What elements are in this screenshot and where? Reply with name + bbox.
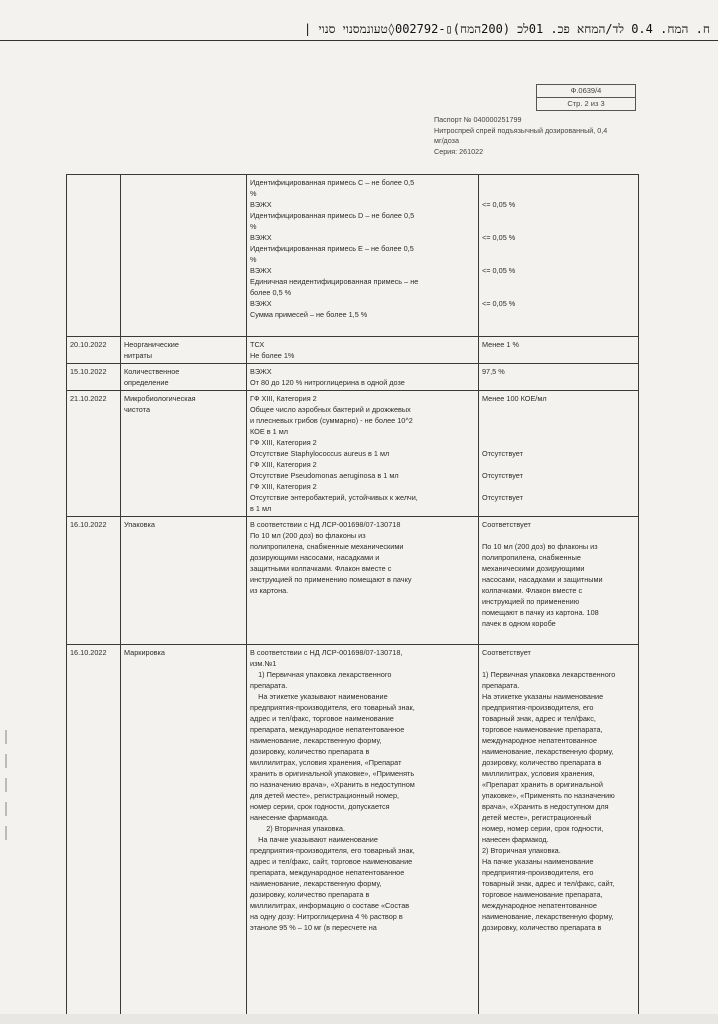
test-date-cell (67, 337, 121, 364)
test-name-line: Неорганические (124, 340, 179, 349)
result-line: нанесен фармакод. (482, 835, 549, 844)
requirement-line: В соответствии с НД ЛСР-001698/07-130718, (250, 648, 403, 657)
result-line: инструкцией по применению (482, 597, 580, 606)
result-line: 1) Первичная упаковка лекарственного (482, 670, 616, 679)
scan-margin-marks (5, 720, 9, 960)
result-line: <= 0,05 % (482, 233, 516, 242)
requirement-cell (247, 175, 479, 337)
requirement-line: % (250, 222, 257, 231)
requirement-line: препарата, международное непатентованное (250, 725, 405, 734)
result-line (482, 426, 635, 437)
test-date: 16.10.2022 (70, 648, 107, 657)
test-name-line: чистота (124, 405, 151, 414)
result-line: миллилитрах, условия хранения, (482, 769, 595, 778)
requirement-line: дозирующими насосами, насадками и (250, 553, 380, 562)
requirement-line: Отсутствие Staphylococcus aureus в 1 мл (250, 449, 390, 458)
result-line: предприятия-производителя, его (482, 868, 594, 877)
table-row (67, 337, 639, 364)
requirement-line: по назначению врача», «Хранить в недоступном (250, 780, 415, 789)
test-results-table (66, 174, 639, 1021)
test-date-cell (67, 364, 121, 391)
requirement-line: Общее число аэробных бактерий и дрожжевых (250, 405, 411, 414)
result-line (482, 530, 635, 541)
result-line (482, 276, 635, 287)
result-cell (479, 517, 639, 645)
requirement-line: миллилитрах, условия хранения, «Препарат (250, 758, 402, 767)
test-date-cell (67, 517, 121, 645)
requirement-line: Сумма примесей – не более 1,5 % (250, 310, 368, 319)
requirement-line: более 0,5 % (250, 288, 292, 297)
result-cell (479, 364, 639, 391)
test-date: 16.10.2022 (70, 520, 107, 529)
table-row (67, 517, 639, 645)
test-name-line: Микробиологическая (124, 394, 196, 403)
requirement-cell (247, 337, 479, 364)
test-date: 15.10.2022 (70, 367, 107, 376)
test-date: 20.10.2022 (70, 340, 107, 349)
requirement-line: в 1 мл (250, 504, 272, 513)
result-line: механическими дозирующими (482, 564, 585, 573)
requirement-line: От 80 до 120 % нитроглицерина в одной дозе (250, 378, 405, 387)
result-line: торговое наименование препарата, (482, 725, 603, 734)
test-name-cell (121, 391, 247, 517)
requirement-line: наименование, лекарственную форму, (250, 736, 382, 745)
fax-header-text: ח. המח. 0.4 לד/המחא פכ. 01לכ (200המח)▯-002792◊טעונמסנוי סנוי | (304, 22, 710, 36)
result-line: полипропилена, снабженные (482, 553, 581, 562)
result-line: дозировку, количество препарата в (482, 923, 602, 932)
result-line (482, 404, 635, 415)
test-date: 21.10.2022 (70, 394, 107, 403)
form-code: Ф.0639/4 (570, 86, 602, 95)
result-line: «Препарат хранить в оригинальной (482, 780, 603, 789)
requirement-cell (247, 645, 479, 1021)
result-line: номер, номер серии, срок годности, (482, 824, 604, 833)
result-line: Отсутствует (482, 449, 523, 458)
result-line: детей месте», регистрационный (482, 813, 592, 822)
requirement-line: Единичная неидентифицированная примесь – не (250, 277, 419, 286)
requirement-line: Отсутствие Pseudomonas aeruginosa в 1 мл (250, 471, 399, 480)
requirement-line: Отсутствие энтеробактерий, устойчивых к желчи, (250, 493, 418, 502)
result-line: товарный знак, адрес и тел/факс, сайт, (482, 879, 615, 888)
requirement-line: полипропилена, снабженные механическими (250, 542, 404, 551)
requirement-line: ВЭЖХ (250, 200, 272, 209)
requirement-line: адрес и тел/факс, торговое наименование (250, 714, 394, 723)
table-row (67, 175, 639, 337)
test-name-line: Упаковка (124, 520, 155, 529)
requirement-line: По 10 мл (200 доз) во флаконы из (250, 531, 366, 540)
requirement-line: наименование, лекарственную форму, (250, 879, 382, 888)
result-line: Соответствует (482, 520, 531, 529)
result-line (482, 210, 635, 221)
requirement-line: предприятия-производителя, его товарный знак, (250, 846, 415, 855)
result-line: Отсутствует (482, 471, 523, 480)
result-line: дозировку, количество препарата в (482, 758, 602, 767)
test-name-line: определение (124, 378, 169, 387)
requirement-line: препарата. (250, 681, 288, 690)
result-line (482, 415, 635, 426)
requirement-line: дозировку, количество препарата в (250, 747, 370, 756)
test-name-cell (121, 337, 247, 364)
requirement-line: ГФ XIII, Категория 2 (250, 438, 317, 447)
requirement-line: ВЭЖХ (250, 367, 272, 376)
test-name-cell (121, 175, 247, 337)
result-line: предприятия-производителя, его (482, 703, 594, 712)
result-line (482, 309, 635, 320)
test-name-line: Количественное (124, 367, 180, 376)
scan-bottom-edge (0, 1014, 718, 1024)
result-line (482, 437, 635, 448)
requirement-line: На этикетке указывают наименование (250, 692, 388, 701)
result-line: наименование, лекарственную форму, (482, 912, 614, 921)
result-line: врача», «Хранить в недоступном для (482, 802, 609, 811)
requirement-line: дозировку, количество препарата в (250, 890, 370, 899)
requirement-line: изм.№1 (250, 659, 277, 668)
requirement-line: для детей месте», регистрационный номер, (250, 791, 400, 800)
page-number: Стр. 2 из 3 (537, 97, 635, 110)
result-line: помещают в пачку из картона. 108 (482, 608, 599, 617)
result-line: 97,5 % (482, 367, 505, 376)
requirement-cell (247, 517, 479, 645)
requirement-line: 2) Вторичная упаковка. (250, 824, 345, 833)
fax-header (0, 0, 718, 41)
requirement-cell (247, 364, 479, 391)
requirement-line: Идентифицированная примесь Е – не более 0,5 (250, 244, 414, 253)
result-line: торговое наименование препарата, (482, 890, 603, 899)
result-line: Отсутствует (482, 493, 523, 502)
product-name: Нитроспрей спрей подъязычный дозированный, 0,4 (434, 125, 608, 135)
requirement-line: хранить в оригинальной упаковке», «Применять (250, 769, 415, 778)
result-line (482, 254, 635, 265)
table-row (67, 645, 639, 1021)
form-number-box (536, 84, 636, 111)
test-name-line: нитраты (124, 351, 152, 360)
product-dose: мг/доза (434, 136, 459, 145)
result-line (482, 221, 635, 232)
requirement-line: ГФ XIII, Категория 2 (250, 460, 317, 469)
requirement-line: % (250, 189, 257, 198)
test-date-cell (67, 391, 121, 517)
result-line: наименование, лекарственную форму, (482, 747, 614, 756)
result-line: <= 0,05 % (482, 266, 516, 275)
requirement-line: ГФ XIII, Категория 2 (250, 482, 317, 491)
test-date-cell (67, 645, 121, 1021)
passport-number: Паспорт № 040000251799 (434, 115, 522, 124)
result-line: международное непатентованное (482, 901, 597, 910)
test-name-cell (121, 645, 247, 1021)
result-line: препарата. (482, 681, 520, 690)
test-name-cell (121, 364, 247, 391)
requirement-line: ВЭЖХ (250, 266, 272, 275)
requirement-line: Идентифицированная примесь С – не более 0,5 (250, 178, 415, 187)
result-line (482, 481, 635, 492)
requirement-line: Идентифицированная примесь D – не более 0,5 (250, 211, 415, 220)
result-cell (479, 391, 639, 517)
result-cell (479, 645, 639, 1021)
result-line: На пачке указаны наименование (482, 857, 594, 866)
result-line: На этикетке указаны наименование (482, 692, 604, 701)
requirement-line: На пачке указывают наименование (250, 835, 378, 844)
result-cell (479, 175, 639, 337)
requirement-line: КОЕ в 1 мл (250, 427, 289, 436)
requirement-line: и плесневых грибов (суммарно) - не более 10^2 (250, 416, 413, 425)
requirement-line: Не более 1% (250, 351, 295, 360)
result-line: Менее 100 КОЕ/мл (482, 394, 547, 403)
requirement-line: миллилитрах, информацию о составе «Состав (250, 901, 410, 910)
batch-series: Серия: 261022 (434, 146, 484, 156)
result-line: насосами, насадками и защитными (482, 575, 603, 584)
result-line: колпачками. Флакон вместе с (482, 586, 583, 595)
result-line (482, 243, 635, 254)
result-line: <= 0,05 % (482, 200, 516, 209)
requirement-line: инструкцией по применению помещают в пачку (250, 575, 412, 584)
requirement-line: предприятия-производителя, его товарный знак, (250, 703, 415, 712)
result-line (482, 658, 635, 669)
requirement-line: В соответствии с НД ЛСР-001698/07-130718 (250, 520, 401, 529)
requirement-line: адрес и тел/факс, сайт, торговое наименование (250, 857, 413, 866)
table-row (67, 364, 639, 391)
requirement-line: 1) Первичная упаковка лекарственного (250, 670, 392, 679)
requirement-line: ТСХ (250, 340, 265, 349)
result-line (482, 459, 635, 470)
requirement-line: этаноле 95 % – 10 мг (в пересчете на (250, 923, 377, 932)
requirement-line: ВЭЖХ (250, 299, 272, 308)
requirement-line: препарата, международное непатентованное (250, 868, 405, 877)
result-line (482, 287, 635, 298)
result-line: Соответствует (482, 648, 531, 657)
requirement-line: % (250, 255, 257, 264)
requirement-line: нанесение фармакода. (250, 813, 329, 822)
result-line (482, 177, 635, 188)
test-date-cell (67, 175, 121, 337)
test-name-line: Маркировка (124, 648, 165, 657)
result-line: <= 0,05 % (482, 299, 516, 308)
result-line: международное непатентованное (482, 736, 597, 745)
result-line: По 10 мл (200 доз) во флаконы из (482, 542, 598, 551)
requirement-line: номер серии, срок годности, допускается (250, 802, 390, 811)
test-name-cell (121, 517, 247, 645)
requirement-line: из картона. (250, 586, 289, 595)
result-line: упаковке», «Применять по назначению (482, 791, 615, 800)
result-line: товарный знак, адрес и тел/факс, (482, 714, 596, 723)
table-row (67, 391, 639, 517)
result-line: 2) Вторичная упаковка. (482, 846, 561, 855)
requirement-cell (247, 391, 479, 517)
requirement-line: ГФ XIII, Категория 2 (250, 394, 317, 403)
requirement-line: на одну дозу: Нитроглицерина 4 % раствор в (250, 912, 403, 921)
result-line (482, 503, 635, 514)
result-cell (479, 337, 639, 364)
requirement-line: ВЭЖХ (250, 233, 272, 242)
passport-block (434, 115, 634, 157)
result-line: пачек в одном коробе (482, 619, 556, 628)
requirement-line: защитными колпачками. Флакон вместе с (250, 564, 392, 573)
result-line (482, 188, 635, 199)
result-line: Менее 1 % (482, 340, 519, 349)
